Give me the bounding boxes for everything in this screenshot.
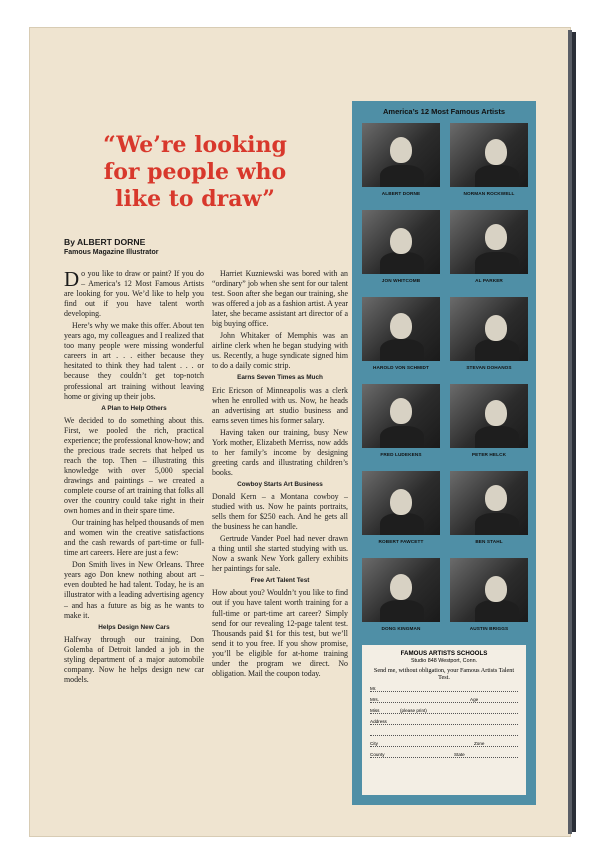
panel-title: America’s 12 Most Famous Artists xyxy=(383,107,505,116)
artist-photo xyxy=(450,297,528,361)
paragraph-text: o you like to draw or paint? If you do – America’s 12 Most Famous Artists are looking for you. We’d like to help you find out if you have talent worth developing. xyxy=(64,269,204,319)
paragraph: John Whitaker of Memphis was an airline clerk when he began studying with us. Recently, a huge syndicate signed him to do a daily comic strip. xyxy=(212,331,348,371)
page-edge xyxy=(568,30,572,834)
paragraph: Our training has helped thousands of men and women win the creative satisfactions and the cash rewards of part-time or full-time art careers. Here are just a few: xyxy=(64,518,204,558)
subheading: Cowboy Starts Art Business xyxy=(237,480,323,488)
headline-line-1: “We’re looking xyxy=(103,132,287,158)
artist-photo xyxy=(450,558,528,622)
subheading: Helps Design New Cars xyxy=(98,623,170,631)
artist-name: JON WHITCOMB xyxy=(381,278,421,283)
artist-photo xyxy=(450,471,528,535)
artist-photo xyxy=(450,384,528,448)
paragraph: Halfway through our training, Don Golemba of Detroit landed a job in the styling department of a major automobile company. Now he helps design new car models. xyxy=(64,634,204,684)
artist-name: HAROLD VON SCHMIDT xyxy=(373,365,429,370)
miss-label: Miss xyxy=(370,708,380,714)
name-field[interactable] xyxy=(370,684,518,692)
artist-photo xyxy=(362,123,440,187)
paragraph: Eric Ericson of Minneapolis was a clerk when he enrolled with us. Now, he heads an advertising art studio business and earns seven times his former salary. xyxy=(212,385,348,425)
artist-name: BEN STAHL xyxy=(475,539,503,544)
headline-line-3: like to draw” xyxy=(115,186,275,212)
headline-line-2: for people who xyxy=(103,159,287,185)
coupon-address: Studio 848 Westport, Conn. xyxy=(410,658,478,664)
name-field[interactable] xyxy=(370,695,518,703)
artist-name: PETER HELCK xyxy=(471,452,507,457)
byline-author: By ALBERT DORNE xyxy=(64,237,146,247)
coupon[interactable] xyxy=(362,645,526,795)
paragraph: Here’s why we make this offer. About ten years ago, my colleagues and I realized that too many people were missing wonderful careers in art . . . either because they hesitated to think they had talent . . . or because they couldn’t get top-notch professional art training without leaving home or giving up their jobs. xyxy=(64,321,204,401)
subheading: Earns Seven Times as Much xyxy=(237,374,323,382)
coupon-title: FAMOUS ARTISTS SCHOOLS xyxy=(400,650,488,657)
artist-photo xyxy=(450,210,528,274)
paragraph xyxy=(64,269,204,319)
artist-name: ROBERT FAWCETT xyxy=(378,539,424,544)
artist-name: AL PARKER xyxy=(475,278,503,283)
drop-cap: D xyxy=(64,267,80,291)
city-label: City xyxy=(370,741,378,747)
mr-label: Mr. xyxy=(370,686,377,692)
byline xyxy=(64,237,159,256)
coupon-body: Send me, without obligation, your Famous Artists Talent Test. xyxy=(373,667,515,682)
print-note: (please print) xyxy=(400,708,427,714)
mrs-label: Mrs. xyxy=(370,697,379,703)
artist-name: STEVAN DOHANOS xyxy=(466,365,512,370)
city-field[interactable] xyxy=(370,739,518,747)
subheading: A Plan to Help Others xyxy=(101,404,167,412)
article-column-2 xyxy=(212,269,348,681)
artist-photo xyxy=(362,297,440,361)
headline xyxy=(70,132,320,213)
artist-photo xyxy=(362,384,440,448)
address-label: Address xyxy=(370,719,387,725)
paragraph: Harriet Kuzniewski was bored with an “ordinary” job when she sent for our talent test. Soon after she began our training, she was offered a job as a fashion artist. A year later, she became assistant art director of a big buying office. xyxy=(212,269,348,329)
county-field[interactable] xyxy=(370,750,518,758)
zone-label: Zone xyxy=(474,741,485,747)
paragraph: We decided to do something about this. First, we pooled the rich, practical experience; the professional know-how; and the precious trade secrets that helped us reach the top. Then – illustrating this knowledge with over 5,000 special drawings and paintings – we created a complete course of art training that folks all over the country could take right in their own homes and in their spare time. xyxy=(64,415,204,516)
artist-photo xyxy=(450,123,528,187)
address-field[interactable] xyxy=(370,717,518,725)
artist-photo xyxy=(362,210,440,274)
artist-name: FRED LUDEKENS xyxy=(380,452,422,457)
state-label: State xyxy=(454,752,465,758)
artist-photo xyxy=(362,558,440,622)
paragraph: Donald Kern – a Montana cowboy – studied with us. Now he paints portraits, sells them for $250 each. And he gets all the business he can handle. xyxy=(212,491,348,532)
article-column-1 xyxy=(64,269,204,687)
artist-name: DONG KINGMAN xyxy=(381,626,421,631)
address-field[interactable] xyxy=(370,728,518,736)
byline-title: Famous Magazine Illustrator xyxy=(64,249,159,256)
paragraph: How about you? Wouldn’t you like to find out if you have talent worth training for a full-time or part-time art career? Simply send for our revealing 12-page talent test. Thousands paid $1 for this test, but we’ll send it to you free. If you show promise, you’ll be eligible for at-home training under the program we direct. No obligation. Mail the coupon today. xyxy=(212,588,348,678)
artist-name: NORMAN ROCKWELL xyxy=(463,191,515,196)
paragraph: Don Smith lives in New Orleans. Three years ago Don knew nothing about art – even doubted he had talent. Today, he is an illustrator with a leading advertising agency – and has a future as big as he wants to make it. xyxy=(64,560,204,620)
name-field[interactable] xyxy=(370,706,518,714)
artist-photo xyxy=(362,471,440,535)
paragraph: Gertrude Vander Poel had never drawn a thing until she started studying with us. Now a swank New York gallery exhibits her paintings for sale. xyxy=(212,534,348,574)
artist-name: ALBERT DORNE xyxy=(381,191,421,196)
artist-name: AUSTIN BRIGGS xyxy=(469,626,509,631)
subheading: Free Art Talent Test xyxy=(250,577,310,585)
county-label: County xyxy=(370,752,385,758)
age-label: Age xyxy=(470,697,479,703)
paragraph: Having taken our training, busy New York mother, Elizabeth Merriss, now adds to her family’s income by designing greeting cards and illustrating children’s books. xyxy=(212,427,348,477)
